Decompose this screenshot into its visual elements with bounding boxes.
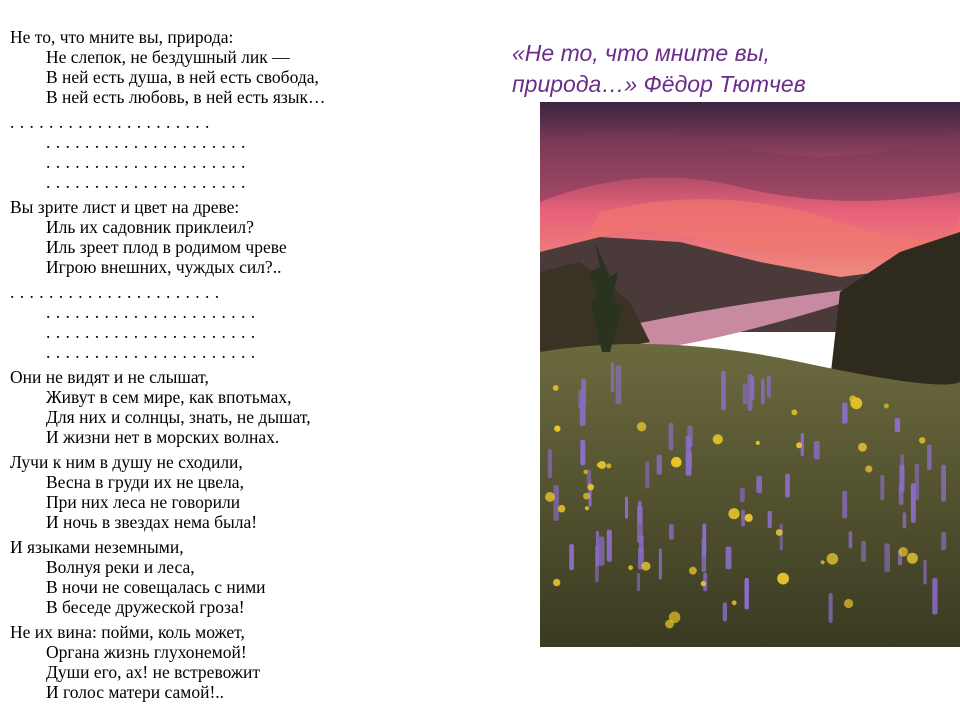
arnica-blossom: [637, 422, 646, 431]
arnica-blossom: [884, 404, 889, 409]
ellipsis-line: . . . . . . . . . . . . . . . . . . . . . .: [46, 342, 256, 362]
lupine-spike: [548, 449, 552, 478]
arnica-blossom: [791, 409, 797, 415]
lupine-spike: [702, 538, 707, 572]
arnica-blossom: [642, 562, 651, 571]
lupine-spike: [743, 383, 748, 404]
arnica-blossom: [827, 553, 839, 565]
lupine-spike: [611, 362, 614, 392]
arnica-blossom: [850, 397, 862, 409]
lupine-spike: [884, 543, 890, 572]
lupine-spike: [941, 465, 946, 502]
lupine-spike: [669, 423, 674, 451]
lupine-spike: [915, 464, 919, 501]
ellipsis-line: . . . . . . . . . . . . . . . . . . . . . .: [46, 322, 256, 342]
arnica-blossom: [777, 573, 789, 585]
lupine-spike: [645, 461, 649, 488]
arnica-blossom: [585, 506, 589, 510]
stanza: [10, 282, 530, 362]
lupine-spike: [669, 524, 674, 540]
lupine-spike: [553, 485, 559, 521]
poem-line: Не их вина: пойми, коль может,: [10, 622, 245, 642]
poem-line: Для них и солнцы, знать, не дышат,: [46, 407, 311, 427]
arnica-blossom: [919, 437, 925, 443]
lupine-spike: [657, 455, 662, 475]
arnica-blossom: [545, 492, 555, 502]
poem-line: В ней есть любовь, в ней есть язык…: [46, 87, 326, 107]
poem-line: Лучи к ним в душу не сходили,: [10, 452, 243, 472]
lupine-spike: [637, 573, 640, 591]
lupine-spike: [895, 418, 901, 432]
ellipsis-line: . . . . . . . . . . . . . . . . . . . . . .: [10, 282, 220, 302]
slide-title-line-2: природа…» Фёдор Тютчев: [512, 71, 806, 97]
poem-line: При них леса не говорили: [46, 492, 241, 512]
arnica-blossom: [756, 441, 760, 445]
poem-line: Они не видят и не слышат,: [10, 367, 209, 387]
poem-line: Волнуя реки и леса,: [46, 557, 195, 577]
poem-line: И жизни нет в морских волнах.: [46, 427, 280, 447]
lupine-spike: [900, 454, 904, 474]
ellipsis-line: . . . . . . . . . . . . . . . . . . . . .: [46, 152, 246, 172]
stanza: [10, 537, 530, 617]
lupine-spike: [599, 537, 605, 566]
arnica-blossom: [796, 442, 802, 448]
arnica-blossom: [745, 514, 753, 522]
landscape-photo: [540, 102, 960, 647]
poem-line: И голос матери самой!..: [46, 682, 225, 702]
arnica-blossom: [898, 547, 908, 557]
arnica-blossom: [588, 484, 594, 490]
arnica-blossom: [844, 599, 853, 608]
ellipsis-line: . . . . . . . . . . . . . . . . . . . . .: [46, 132, 246, 152]
lupine-spike: [842, 491, 847, 519]
lupine-spike: [659, 548, 662, 579]
lupine-spike: [580, 440, 585, 465]
slide-title-line-1: «Не то, что мните вы,: [512, 40, 770, 66]
lupine-spike: [941, 532, 946, 550]
lupine-spike: [726, 547, 732, 570]
arnica-blossom: [671, 457, 682, 468]
arnica-blossom: [858, 443, 867, 452]
lupine-spike: [768, 511, 772, 528]
lupine-spike: [616, 366, 622, 404]
arnica-blossom: [583, 470, 588, 475]
lupine-spike: [903, 512, 907, 528]
arnica-blossom: [669, 612, 681, 624]
arnica-blossom: [598, 461, 606, 469]
lupine-spike: [741, 510, 745, 527]
arnica-blossom: [776, 529, 783, 536]
lupine-spike: [814, 441, 820, 459]
arnica-blossom: [701, 581, 706, 586]
arnica-blossom: [553, 385, 559, 391]
stanza: [10, 452, 530, 532]
lupine-spike: [625, 497, 628, 519]
lupine-spike: [721, 371, 726, 410]
ellipsis-line: . . . . . . . . . . . . . . . . . . . . . .: [46, 302, 256, 322]
lupine-spike: [745, 578, 749, 610]
slide-title: [512, 38, 952, 100]
lupine-spike: [596, 531, 599, 567]
arnica-blossom: [865, 465, 872, 472]
poem-line: Весна в груди их не цвела,: [46, 472, 244, 492]
poem-line: В ночи не совещалась с ними: [46, 577, 266, 597]
lupine-spike: [607, 530, 612, 562]
ellipsis-line: . . . . . . . . . . . . . . . . . . . . .: [10, 112, 210, 132]
arnica-blossom: [713, 434, 723, 444]
lupine-spike: [785, 474, 790, 498]
stanza: [10, 112, 530, 192]
lupine-spike: [723, 603, 727, 622]
lupine-spike: [861, 541, 866, 562]
arnica-blossom: [554, 425, 560, 431]
poem-line: Игрою внешних, чуждых сил?..: [46, 257, 282, 277]
lupine-spike: [849, 531, 853, 549]
poem-line: Иль зреет плод в родимом чреве: [46, 237, 287, 257]
stanza: [10, 622, 530, 702]
poem-line: Не то, что мните вы, природа:: [10, 27, 234, 47]
landscape-illustration: [540, 102, 960, 647]
poem-line: В ней есть душа, в ней есть свобода,: [46, 67, 319, 87]
lupine-spike: [780, 524, 783, 551]
arnica-blossom: [606, 463, 611, 468]
poem-line: Не слепок, не бездушный лик —: [46, 47, 290, 67]
poem-line: В беседе дружеской гроза!: [46, 597, 245, 617]
poem-line: И ночь в звездах нема была!: [46, 512, 258, 532]
lupine-spike: [932, 578, 937, 614]
lupine-spike: [829, 593, 833, 623]
lupine-spike: [580, 402, 586, 426]
lupine-spike: [767, 375, 771, 397]
arnica-blossom: [907, 553, 918, 564]
poem-line: Иль их садовник приклеил?: [46, 217, 254, 237]
arnica-blossom: [689, 567, 697, 575]
ellipsis-line: . . . . . . . . . . . . . . . . . . . . .: [46, 172, 246, 192]
poem-line: И языками неземными,: [10, 537, 184, 557]
stanza: [10, 367, 530, 447]
arnica-blossom: [558, 505, 566, 513]
poem-line: Живут в сем мире, как впотьмах,: [46, 387, 292, 407]
arnica-blossom: [583, 493, 590, 500]
lupine-spike: [923, 560, 926, 585]
poem-line: Души его, ах! не встревожит: [46, 662, 261, 682]
lupine-spike: [569, 544, 574, 570]
arnica-blossom: [553, 579, 560, 586]
lupine-spike: [927, 445, 932, 470]
lupine-spike: [880, 475, 884, 500]
arnica-blossom: [732, 600, 737, 605]
stanza: [10, 27, 530, 107]
arnica-blossom: [821, 560, 825, 564]
arnica-blossom: [728, 508, 739, 519]
lupine-spike: [637, 506, 643, 543]
lupine-spike: [686, 436, 691, 475]
lupine-spike: [740, 488, 745, 502]
lupine-spike: [761, 379, 765, 405]
lupine-spike: [842, 403, 847, 424]
arnica-blossom: [628, 565, 633, 570]
poem-text: [10, 27, 530, 707]
poem-line: Вы зрите лист и цвет на древе:: [10, 197, 240, 217]
stanza: [10, 197, 530, 277]
poem-line: Органа жизнь глухонемой!: [46, 642, 247, 662]
lupine-spike: [756, 476, 762, 493]
lupine-spike: [751, 376, 755, 400]
